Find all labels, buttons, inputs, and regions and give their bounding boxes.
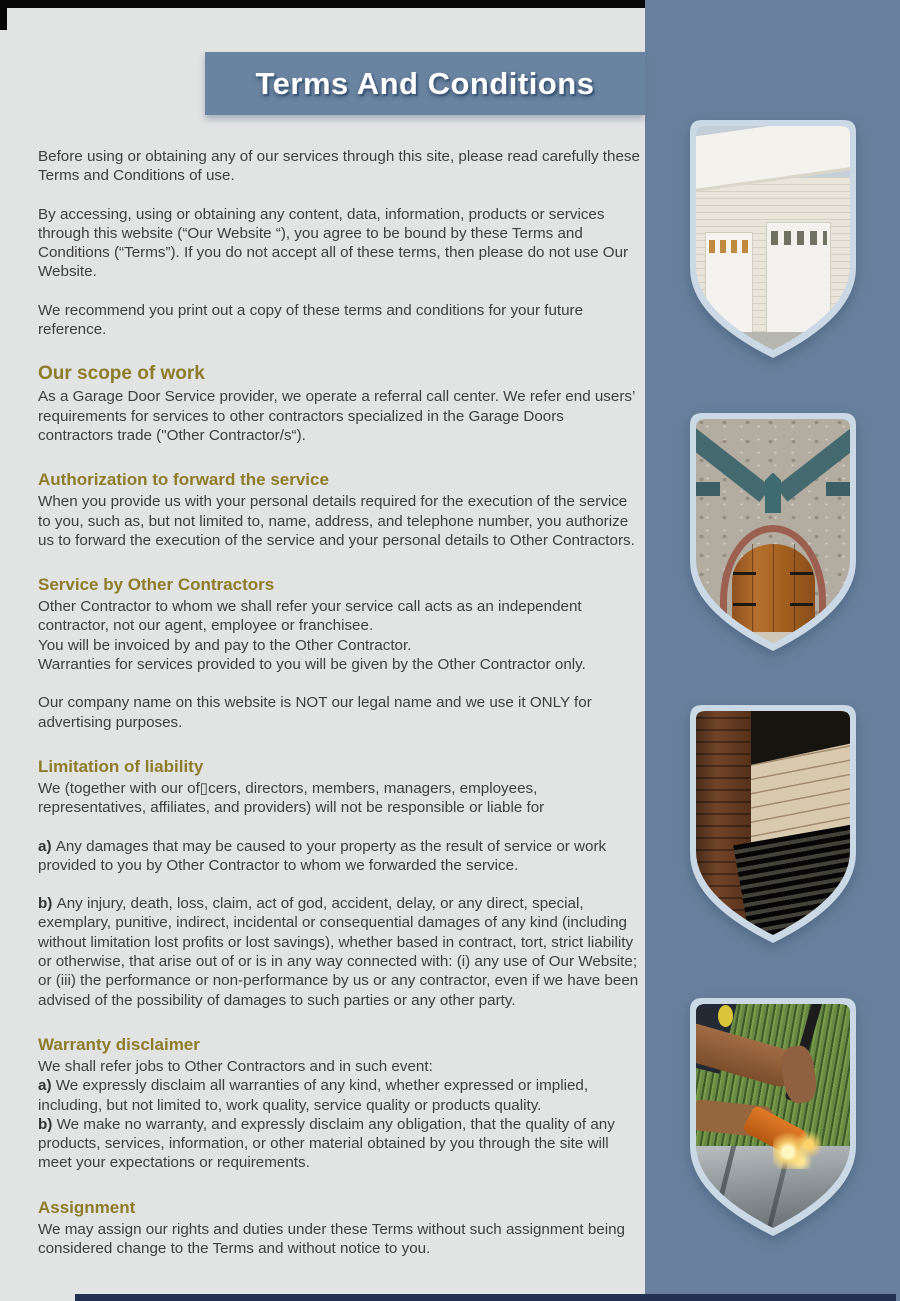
paragraph: We recommend you print out a copy of these terms and conditions for your future reference. [38,301,584,339]
list-marker: a) [38,837,56,855]
section-heading: Our scope of work [38,363,205,385]
modern-door-photo-art [690,705,856,943]
top-accent-bar [0,0,645,8]
section-heading: Assignment [38,1197,136,1217]
paragraph: By accessing, using or obtaining any content, data, information, products or services through this website (“Our Website “), you agree to be bound by these Terms and Conditions (“Terms”). If you do not accept all of these terms, then please do not use Our Website. [38,205,629,281]
paragraph: As a Garage Door Service provider, we operate a referral call center. We refer end users’ requirements for services to other contractors specialized in the Garage Doors contractors trade ("Other Contractor/s“). [38,388,635,444]
left-accent-mark [0,0,7,30]
page-title-banner [205,52,645,115]
paragraph: We shall refer jobs to Other Contractors and in such event: [38,1057,433,1075]
list-marker: a) [38,1077,56,1095]
paragraph: Other Contractor to whom we shall refer your service call acts as an independent contractor, not our agent, employee or franchisee. [38,598,582,635]
shield-photo-garage-doors [690,120,856,358]
paragraph: a) Any damages that may be caused to your property as the result of service or work provided to you by Other Contractor to whom we forwarded the service. [38,837,607,874]
paragraph: You will be invoiced by and pay to the Other Contractor. [38,636,412,654]
bottom-accent-bar [75,1294,896,1301]
list-marker: b) [38,1115,57,1133]
paragraph: b) We make no warranty, and expressly disclaim any obligation, that the quality of any products, services, information, or other material obtained by you through the site will meet your expectations or requirements. [38,1115,615,1172]
shield-photo-stone-house [690,413,856,651]
stone-house-photo-art [690,413,856,651]
section-heading: Service by Other Contractors [38,575,275,595]
paragraph: Our company name on this website is NOT our legal name and we use it ONLY for advertising purposes. [38,694,592,731]
page-title: Terms And Conditions [255,65,595,101]
section-heading: Warranty disclaimer [38,1034,200,1054]
section-heading: Limitation of liability [38,756,204,776]
shield-photo-welding [690,998,856,1236]
paragraph: We (together with our of▯cers, directors, members, managers, employees, representatives, affiliates, and providers) will not be responsible or liable for [38,779,545,817]
section-heading: Authorization to forward the service [38,470,329,490]
paragraph: We may assign our rights and duties under these Terms without such assignment being considered change to the Terms and without notice to you. [38,1220,626,1257]
paragraph: When you provide us with your personal details required for the execution of the service to you, such as, but not limited to, name, address, and telephone number, you authorize us to forward the execution of the service and your personal details to Other Contractors. [38,493,635,549]
garage-photo-art [690,120,856,358]
shield-photo-modern-door [690,705,856,943]
paragraph: a) We expressly disclaim all warranties of any kind, whether expressed or implied, including, but not limited to, work quality, service quality or products quality. [38,1077,589,1114]
paragraph: Before using or obtaining any of our services through this site, please read carefully these Terms and Conditions of use. [38,148,640,185]
paragraph: Warranties for services provided to you will be given by the Other Contractor only. [38,656,586,674]
paragraph: b) Any injury, death, loss, claim, act of god, accident, delay, or any direct, special, exemplary, punitive, indirect, incidental or consequential damages of any kind (including without limitation lost profits or lost savings), whether based in contract, tort, strict liability or otherwise, that arise out of or is in any way connected with: (i) any use of Our Website; or (iii) the performance or non-performance by us or any contractor, even if we have been advised of the possibility of damages to such parties or any other party. [38,895,639,1009]
welding-photo-art [690,998,856,1236]
list-marker: b) [38,895,57,913]
terms-sections [38,147,642,1258]
